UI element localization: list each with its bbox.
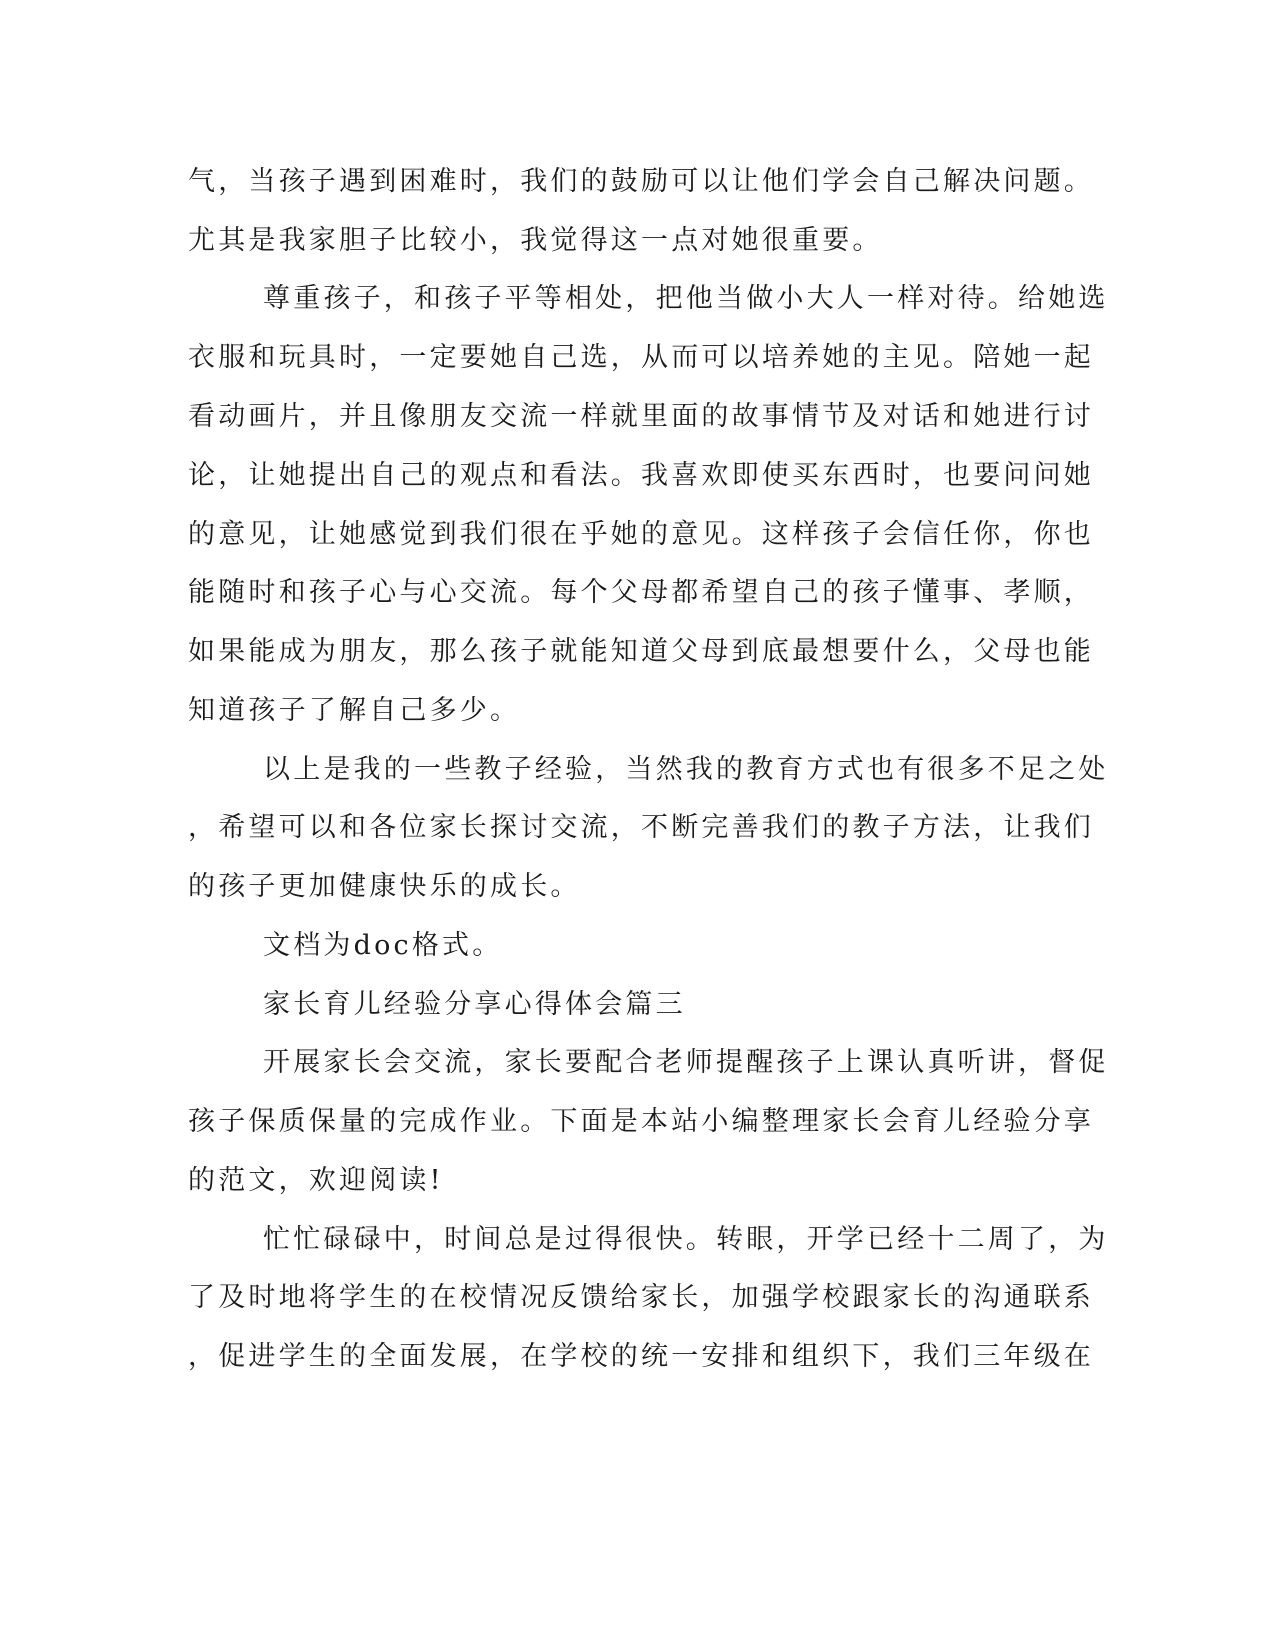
text-line: 孩子保质保量的完成作业。下面是本站小编整理家长会育儿经验分享 (188, 1106, 1094, 1137)
paragraph-start: 开展家长会交流，家长要配合老师提醒孩子上课认真听讲，督促 (263, 1047, 1109, 1078)
text-line: ，希望可以和各位家长探讨交流，不断完善我们的教子方法，让我们 (188, 812, 1094, 843)
section-heading: 家长育儿经验分享心得体会篇三 (263, 989, 686, 1020)
doc-format-note: 文档为doc格式。 (263, 930, 503, 961)
paragraph-start: 尊重孩子，和孩子平等相处，把他当做小大人一样对待。给她选 (263, 283, 1109, 314)
text-line: 看动画片，并且像朋友交流一样就里面的故事情节及对话和她进行讨 (188, 401, 1094, 432)
text-line: 如果能成为朋友，那么孩子就能知道父母到底最想要什么，父母也能 (188, 636, 1094, 667)
text-line: 尤其是我家胆子比较小，我觉得这一点对她很重要。 (188, 225, 883, 256)
text-line: 论，让她提出自己的观点和看法。我喜欢即使买东西时，也要问问她 (188, 460, 1094, 491)
text-line: ，促进学生的全面发展，在学校的统一安排和组织下，我们三年级在 (188, 1341, 1094, 1372)
text-line: 衣服和玩具时，一定要她自己选，从而可以培养她的主见。陪她一起 (188, 342, 1094, 373)
text-line: 能随时和孩子心与心交流。每个父母都希望自己的孩子懂事、孝顺， (188, 577, 1094, 608)
text-line: 气，当孩子遇到困难时，我们的鼓励可以让他们学会自己解决问题。 (188, 166, 1094, 197)
text-line: 知道孩子了解自己多少。 (188, 695, 521, 726)
paragraph-start: 忙忙碌碌中，时间总是过得很快。转眼，开学已经十二周了，为 (263, 1224, 1109, 1255)
text-line: 的意见，让她感觉到我们很在乎她的意见。这样孩子会信任你，你也 (188, 519, 1094, 550)
text-line: 的孩子更加健康快乐的成长。 (188, 871, 581, 902)
text-line: 了及时地将学生的在校情况反馈给家长，加强学校跟家长的沟通联系 (188, 1282, 1094, 1313)
paragraph-start: 以上是我的一些教子经验，当然我的教育方式也有很多不足之处 (263, 754, 1109, 785)
text-line: 的范文，欢迎阅读! (188, 1165, 444, 1196)
